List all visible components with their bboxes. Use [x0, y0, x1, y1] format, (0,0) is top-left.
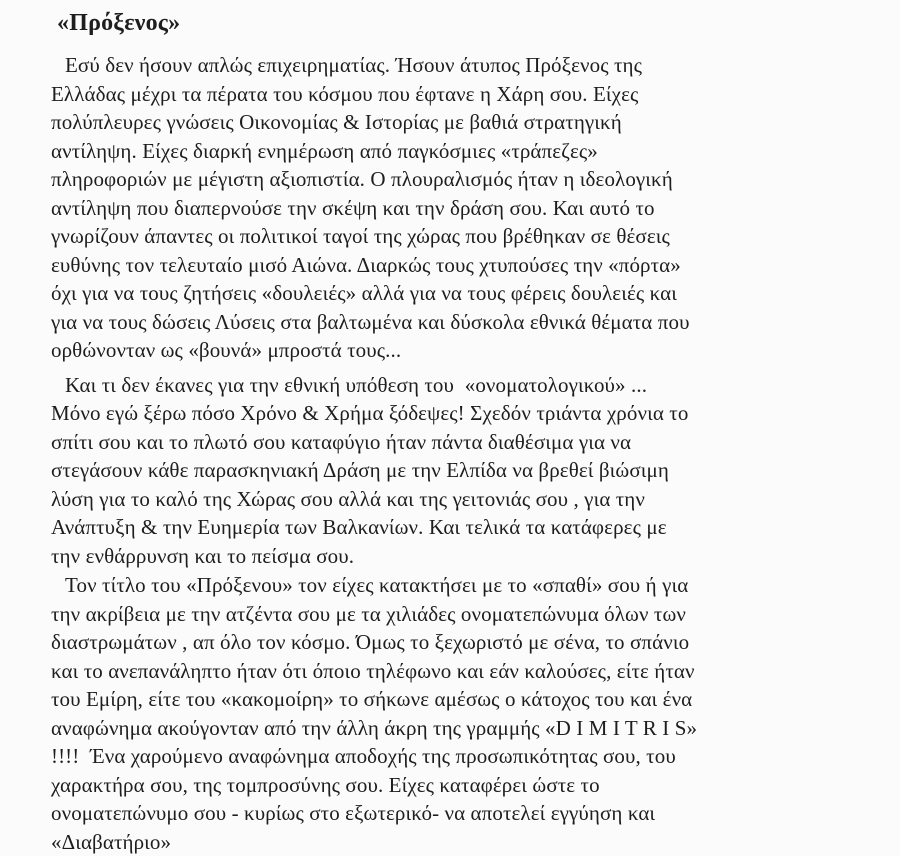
- paragraph: [51, 571, 870, 856]
- text-line: πληροφοριών με μέγιστη αξιοπιστία. Ο πλουραλισμός ήταν η ιδεολογική: [51, 165, 870, 194]
- text-line: διαστρωμάτων , απ όλο τον κόσμο. Όμως το ξεχωριστό με σένα, το σπάνιο: [51, 628, 870, 657]
- text-line: ονοματεπώνυμο σου - κυρίως στο εξωτερικό- να αποτελεί εγγύηση και: [51, 799, 870, 828]
- text-line: «Διαβατήριο»: [51, 828, 870, 856]
- text-line: !!!! Ένα χαρούμενο αναφώνημα αποδοχής της προσωπικότητας σου, του: [51, 742, 870, 771]
- text-line: του Εμίρη, είτε του «κακομοίρη» το σήκωνε αμέσως ο κάτοχος του και ένα: [51, 685, 870, 714]
- text-line: την ακρίβεια με την ατζέντα σου με τα χιλιάδες ονοματεπώνυμα όλων των: [51, 600, 870, 629]
- text-line: Και τι δεν έκανες για την εθνική υπόθεση του «ονοματολογικού» ...: [51, 371, 870, 400]
- text-line: αντίληψη που διαπερνούσε την σκέψη και την δράση σου. Και αυτό το: [51, 194, 870, 223]
- text-line: χαρακτήρα σου, της τομπροσύνης σου. Είχες καταφέρει ώστε το: [51, 771, 870, 800]
- text-line: αναφώνημα ακούγονταν από την άλλη άκρη της γραμμής «D I M I T R I S»: [51, 714, 870, 743]
- text-line: ευθύνης τον τελευταίο μισό Αιώνα. Διαρκώς τους χτυπούσες την «πόρτα»: [51, 251, 870, 280]
- text-line: Ελλάδας μέχρι τα πέρατα του κόσμου που έφτανε η Χάρη σου. Είχες: [51, 80, 870, 109]
- text-line: ορθώνονταν ως «βουνά» μπροστά τους...: [51, 336, 870, 365]
- text-line: την ενθάρρυνση και το πείσμα σου.: [51, 542, 870, 571]
- paragraph: [51, 371, 870, 571]
- page-title: «Πρόξενος»: [57, 8, 870, 38]
- text-line: γνωρίζουν άπαντες οι πολιτικοί ταγοί της χώρας που βρέθηκαν σε θέσεις: [51, 222, 870, 251]
- text-line: Εσύ δεν ήσουν απλώς επιχειρηματίας. Ήσουν άτυπος Πρόξενος της: [51, 51, 870, 80]
- text-line: στεγάσουν κάθε παρασκηνιακή Δράση με την Ελπίδα να βρεθεί βιώσιμη: [51, 456, 870, 485]
- text-line: όχι για να τους ζητήσεις «δουλειές» αλλά για να τους φέρεις δουλειές και: [51, 279, 870, 308]
- text-line: πολύπλευρες γνώσεις Οικονομίας & Ιστορίας με βαθιά στρατηγική: [51, 108, 870, 137]
- text-line: σπίτι σου και το πλωτό σου καταφύγιο ήταν πάντα διαθέσιμα για να: [51, 428, 870, 457]
- text-line: αντίληψη. Είχες διαρκή ενημέρωση από παγκόσμιες «τράπεζες»: [51, 137, 870, 166]
- text-line: για να τους δώσεις Λύσεις στα βαλτωμένα και δύσκολα εθνικά θέματα που: [51, 308, 870, 337]
- paragraph: [51, 51, 870, 365]
- text-line: Τον τίτλο του «Πρόξενου» τον είχες κατακτήσει με το «σπαθί» σου ή για: [51, 571, 870, 600]
- text-line: Ανάπτυξη & την Ευημερία των Βαλκανίων. Και τελικά τα κατάφερες με: [51, 513, 870, 542]
- text-line: και το ανεπανάληπτο ήταν ότι όποιο τηλέφωνο και εάν καλούσες, είτε ήταν: [51, 657, 870, 686]
- text-line: λύση για το καλό της Χώρας σου αλλά και της γειτονιάς σου , για την: [51, 485, 870, 514]
- text-line: Μόνο εγώ ξέρω πόσο Χρόνο & Χρήμα ξόδεψες! Σχεδόν τριάντα χρόνια το: [51, 399, 870, 428]
